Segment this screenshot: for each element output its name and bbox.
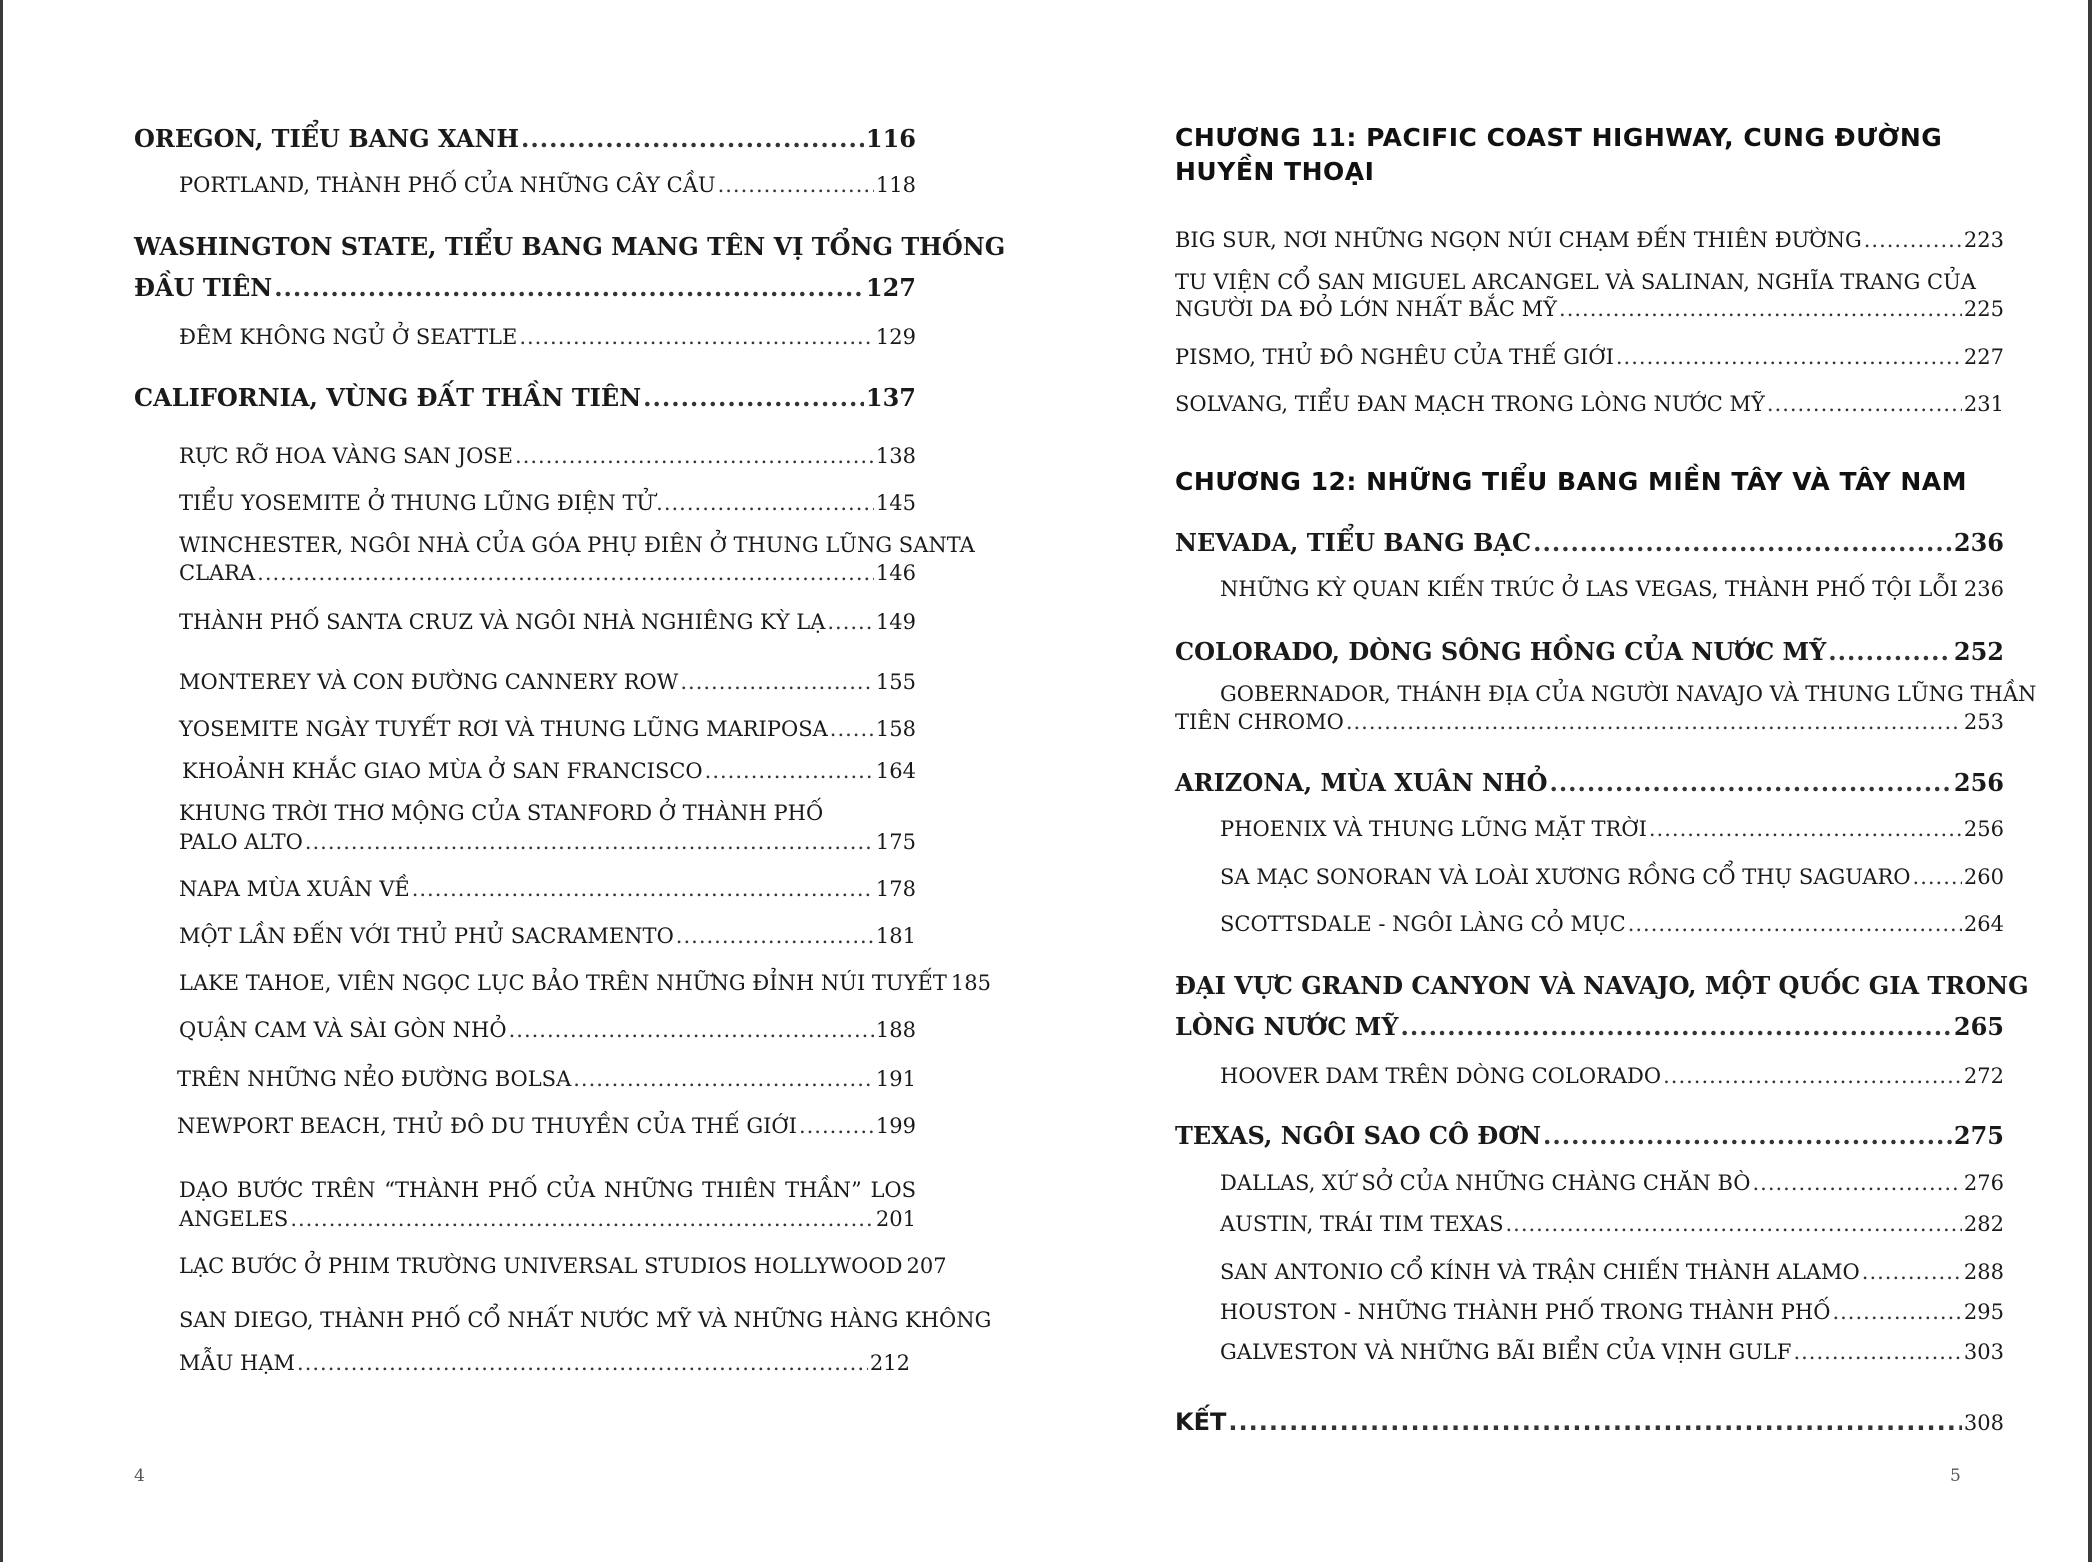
toc-entry-page: 164 [875,759,916,783]
dot-leader [643,386,864,410]
toc-entry-san-francisco[interactable] [182,761,916,782]
toc-entry-title: SCOTTSDALE - NGÔI LÀNG CỎ MỤC [1220,912,1626,936]
toc-entry-galveston[interactable] [1220,1342,2004,1363]
toc-entry-bolsa[interactable] [177,1069,916,1090]
toc-entry-page: 223 [1963,228,2004,252]
right-page [1046,0,2092,1562]
toc-entry-winchester[interactable] [179,563,916,584]
toc-entry-arizona[interactable] [1175,768,2004,797]
toc-entry-page: 212 [869,1351,910,1375]
dot-leader [1862,1262,1962,1283]
toc-entry-title: YOSEMITE NGÀY TUYẾT RƠI VÀ THUNG LŨNG MARIPOSA [179,717,828,741]
dot-leader [705,761,874,782]
toc-entry-tieu-yosemite[interactable] [179,493,916,514]
toc-entry-title: ĐÊM KHÔNG NGỦ Ở SEATTLE [179,325,518,349]
toc-entry-title: AUSTIN, TRÁI TIM TEXAS [1220,1212,1504,1236]
toc-entry-page: 260 [1963,865,2004,889]
toc-entry-los-angeles[interactable] [179,1209,916,1230]
toc-entry-newport-beach[interactable] [177,1116,916,1137]
toc-entry-page: 303 [1963,1340,2004,1364]
toc-entry-page: 236 [1953,528,2004,557]
toc-entry-title: TRÊN NHỮNG NẺO ĐƯỜNG BOLSA [177,1067,572,1091]
dot-leader [799,1116,874,1137]
dot-leader [515,446,874,467]
chapter-heading-line2: HUYỀN THOẠI [1175,156,1375,186]
toc-entry-title: NEVADA, TIỂU BANG BẠC [1175,528,1532,557]
toc-entry-san-diego-line1: SAN DIEGO, THÀNH PHỐ CỔ NHẤT NƯỚC MỸ VÀ NHỮNG HÀNG KHÔNG [179,1308,992,1332]
dot-leader [1828,640,1952,664]
dot-leader [521,127,864,151]
toc-entry-page: 129 [875,325,916,349]
toc-entry-page: 175 [875,830,916,854]
toc-entry-title: LÒNG NƯỚC MỸ [1175,1012,1399,1041]
toc-entry-hoover-dam[interactable] [1220,1066,2004,1087]
toc-entry-title: NEWPORT BEACH, THỦ ĐÔ DU THUYỀN CỦA THẾ GIỚI [177,1114,797,1138]
toc-entry-title: MONTEREY VÀ CON ĐƯỜNG CANNERY ROW [179,670,679,694]
toc-entry-page: 275 [1953,1121,2004,1150]
toc-entry-page: 236 [1963,577,2004,601]
dot-leader [573,1069,874,1090]
toc-entry-page: 256 [1963,817,2004,841]
toc-entry-title: RỰC RỠ HOA VÀNG SAN JOSE [179,444,514,468]
toc-entry-houston[interactable] [1220,1302,2004,1323]
toc-entry-grand-canyon-line1: ĐẠI VỰC GRAND CANYON VÀ NAVAJO, MỘT QUỐC GIA TRONG [1175,971,2029,1000]
toc-entry-page: 181 [875,924,916,948]
dot-leader [830,719,874,740]
toc-entry-title: PORTLAND, THÀNH PHỐ CỦA NHỮNG CÂY CẦU [179,173,716,197]
toc-entry-page: 252 [1953,637,2004,666]
toc-entry-san-antonio[interactable] [1220,1262,2004,1283]
toc-entry-page: 118 [875,173,916,197]
toc-entry-washington-line1: WASHINGTON STATE, TIỂU BANG MANG TÊN VỊ TỔNG THỐNG [134,232,1006,261]
toc-entry-page: 288 [1963,1260,2004,1284]
toc-entry-california[interactable] [134,383,916,412]
toc-entry-page: 199 [875,1114,916,1138]
dot-leader [1913,867,1962,888]
dot-leader [1832,1302,1961,1323]
toc-entry-nevada[interactable] [1175,528,2004,557]
toc-entry-grand-canyon[interactable] [1175,1012,2004,1041]
dot-leader [1663,1066,1962,1087]
toc-entry-san-miguel-line1: TU VIỆN CỔ SAN MIGUEL ARCANGEL VÀ SALINAN, NGHĨA TRANG CỦA [1175,270,1976,294]
toc-entry-title: PHOENIX VÀ THUNG LŨNG MẶT TRỜI [1220,817,1647,841]
toc-entry-page: 207 [906,1254,947,1278]
dot-leader [509,1020,874,1041]
dot-leader [1346,712,1962,733]
toc-entry-title: NGƯỜI DA ĐỎ LỚN NHẤT BẮC MỸ [1175,297,1558,321]
toc-entry-title: NAPA MÙA XUÂN VỀ [179,877,410,901]
dot-leader [1628,914,1962,935]
toc-entry-page: 138 [875,444,916,468]
toc-entry-big-sur[interactable] [1175,230,2004,251]
dot-leader [412,879,874,900]
dot-leader [1793,1342,1961,1363]
toc-entry-page: 295 [1963,1300,2004,1324]
dot-leader [274,276,864,300]
dot-leader [718,175,874,196]
dot-leader [1616,347,1962,368]
chapter-heading: CHƯƠNG 12: NHỮNG TIỂU BANG MIỀN TÂY VÀ TÂY NAM [1175,467,1967,496]
toc-entry-gobernador-line1: GOBERNADOR, THÁNH ĐỊA CỦA NGƯỜI NAVAJO VÀ THUNG LŨNG THẦN [1220,682,2037,706]
toc-entry-title: THÀNH PHỐ SANTA CRUZ VÀ NGÔI NHÀ NGHIÊNG KỲ LẠ [179,610,826,634]
toc-entry-austin[interactable] [1220,1214,2004,1235]
dot-leader [1228,1410,1962,1434]
toc-entry-santa-cruz[interactable] [179,612,916,633]
toc-entry-title: SOLVANG, TIỂU ĐAN MẠCH TRONG LÒNG NƯỚC MỸ [1175,392,1765,416]
toc-entry-san-miguel[interactable] [1175,299,2004,320]
toc-entry-title: MẪU HẠM [179,1351,296,1375]
toc-entry-page: 276 [1963,1171,2004,1195]
toc-entry-title: KẾT [1175,1408,1227,1436]
toc-entry-napa[interactable] [179,879,916,900]
dot-leader [297,1353,868,1374]
toc-entry-page: 272 [1963,1064,2004,1088]
dot-leader [1864,230,1962,251]
toc-entry-scottsdale[interactable] [1220,914,2004,935]
toc-entry-gobernador[interactable] [1175,712,2004,733]
toc-entry-title: TIÊN CHROMO [1175,710,1344,734]
toc-entry-sonoran[interactable] [1220,867,2004,888]
toc-entry-page: 264 [1963,912,2004,936]
toc-entry-sacramento[interactable] [179,926,916,947]
toc-entry-los-angeles-line1: DẠO BƯỚC TRÊN “THÀNH PHỐ CỦA NHỮNG THIÊN THẦN” LOS [179,1178,916,1202]
toc-entry-title: SA MẠC SONORAN VÀ LOÀI XƯƠNG RỒNG CỔ THỤ SAGUARO [1220,865,1911,889]
toc-entry-solvang[interactable] [1175,394,2004,415]
toc-entry-title: CALIFORNIA, VÙNG ĐẤT THẦN TIÊN [134,383,642,412]
toc-entry-pismo[interactable] [1175,347,2004,368]
toc-entry-page: 149 [875,610,916,634]
dot-leader [257,563,874,584]
toc-entry-page: 256 [1953,768,2004,797]
toc-entry-title: TEXAS, NGÔI SAO CÔ ĐƠN [1175,1121,1542,1150]
toc-entry-title: SAN ANTONIO CỔ KÍNH VÀ TRẬN CHIẾN THÀNH ALAMO [1220,1260,1860,1284]
page-number: 4 [134,1466,145,1486]
toc-entry-title: BIG SUR, NƠI NHỮNG NGỌN NÚI CHẠM ĐẾN THIÊN ĐƯỜNG [1175,228,1862,252]
toc-entry-title: OREGON, TIỂU BANG XANH [134,124,520,153]
chapter-heading [1175,121,1942,189]
toc-entry-stanford[interactable] [179,832,916,853]
toc-entry-page: 146 [875,561,916,585]
toc-entry-portland[interactable] [179,175,916,196]
toc-entry-title: MỘT LẦN ĐẾN VỚI THỦ PHỦ SACRAMENTO [179,924,674,948]
toc-entry-page: 253 [1963,710,2004,734]
toc-entry-title: PISMO, THỦ ĐÔ NGHÊU CỦA THẾ GIỚI [1175,345,1614,369]
dot-leader [519,327,874,348]
dot-leader [305,832,874,853]
toc-entry-page: 145 [875,491,916,515]
dot-leader [1543,1124,1952,1148]
dot-leader [1559,299,1962,320]
toc-entry-title: COLORADO, DÒNG SÔNG HỒNG CỦA NƯỚC MỸ [1175,637,1827,666]
toc-entry-title: ANGELES [179,1207,289,1231]
toc-entry-oregon[interactable] [134,124,916,153]
toc-entry-washington[interactable] [134,273,916,302]
toc-entry-monterey[interactable] [179,672,916,693]
toc-entry-title: ARIZONA, MÙA XUÂN NHỎ [1175,768,1548,797]
dot-leader [680,672,874,693]
toc-entry-san-diego[interactable] [179,1353,910,1374]
toc-entry-page: 191 [875,1067,916,1091]
toc-entry-page: 308 [1963,1411,2004,1435]
toc-entry-page: 282 [1963,1212,2004,1236]
toc-entry-lake-tahoe[interactable] [179,971,991,995]
toc-entry-title: ĐẦU TIÊN [134,273,273,302]
toc-entry-page: 127 [865,273,916,302]
toc-entry-page: 178 [875,877,916,901]
toc-entry-quan-cam[interactable] [179,1020,916,1041]
dot-leader [1960,579,1962,600]
toc-entry-page: 158 [875,717,916,741]
toc-entry-texas[interactable] [1175,1121,2004,1150]
page-number: 5 [1950,1466,1961,1486]
toc-entry-page: 225 [1963,297,2004,321]
toc-entry-page: 201 [875,1207,916,1231]
toc-entry-title: PALO ALTO [179,830,303,854]
toc-entry-las-vegas[interactable] [1220,579,2004,600]
dot-leader [1533,531,1952,555]
toc-entry-page: 137 [865,383,916,412]
toc-entry-title: CLARA [179,561,256,585]
chapter-heading-line1: CHƯƠNG 11: PACIFIC COAST HIGHWAY, CUNG ĐƯỜNG [1175,123,1943,152]
toc-entry-page: 231 [1963,392,2004,416]
toc-entry-colorado[interactable] [1175,637,2004,666]
toc-entry-title: QUẬN CAM VÀ SÀI GÒN NHỎ [179,1018,507,1042]
toc-entry-title: HOOVER DAM TRÊN DÒNG COLORADO [1220,1064,1662,1088]
toc-entry-page: 116 [865,124,916,153]
toc-entry-ket[interactable] [1175,1410,2004,1434]
toc-entry-stanford-line1: KHUNG TRỜI THƠ MỘNG CỦA STANFORD Ở THÀNH PHỐ [179,801,824,825]
toc-entry-title: KHOẢNH KHẮC GIAO MÙA Ở SAN FRANCISCO [182,759,703,783]
toc-entry-page: 185 [950,971,991,995]
toc-entry-title: LAKE TAHOE, VIÊN NGỌC LỤC BẢO TRÊN NHỮNG ĐỈNH NÚI TUYẾT [179,971,947,995]
toc-entry-page: 227 [1963,345,2004,369]
toc-entry-title: LẠC BƯỚC Ở PHIM TRƯỜNG UNIVERSAL STUDIOS HOLLYWOOD [179,1254,903,1278]
dot-leader [290,1209,874,1230]
toc-entry-title: DALLAS, XỨ SỞ CỦA NHỮNG CHÀNG CHĂN BÒ [1220,1171,1751,1195]
toc-entry-title: HOUSTON - NHỮNG THÀNH PHỐ TRONG THÀNH PHỐ [1220,1300,1831,1324]
dot-leader [676,926,874,947]
dot-leader [827,612,874,633]
toc-entry-page: 265 [1953,1012,2004,1041]
dot-leader [1401,1015,1952,1039]
toc-entry-san-jose[interactable] [179,446,916,467]
toc-entry-page: 188 [875,1018,916,1042]
toc-entry-mariposa[interactable] [179,719,916,740]
toc-entry-universal-studios[interactable] [179,1254,947,1278]
toc-entry-page: 155 [875,670,916,694]
dot-leader [656,493,874,514]
toc-entry-winchester-line1: WINCHESTER, NGÔI NHÀ CỦA GÓA PHỤ ĐIÊN Ở THUNG LŨNG SANTA [179,533,975,557]
toc-entry-seattle[interactable] [179,327,916,348]
toc-entry-title: GALVESTON VÀ NHỮNG BÃI BIỂN CỦA VỊNH GULF [1220,1340,1792,1364]
dot-leader [1549,771,1951,795]
dot-leader [1767,394,1962,415]
toc-entry-title: TIỂU YOSEMITE Ở THUNG LŨNG ĐIỆN TỬ [179,491,655,515]
dot-leader [1752,1173,1961,1194]
toc-entry-phoenix[interactable] [1220,819,2004,840]
toc-entry-dallas[interactable] [1220,1173,2004,1194]
dot-leader [1505,1214,1961,1235]
dot-leader [1649,819,1962,840]
toc-entry-title: NHỮNG KỲ QUAN KIẾN TRÚC Ở LAS VEGAS, THÀNH PHỐ TỘI LỖI [1220,577,1958,601]
